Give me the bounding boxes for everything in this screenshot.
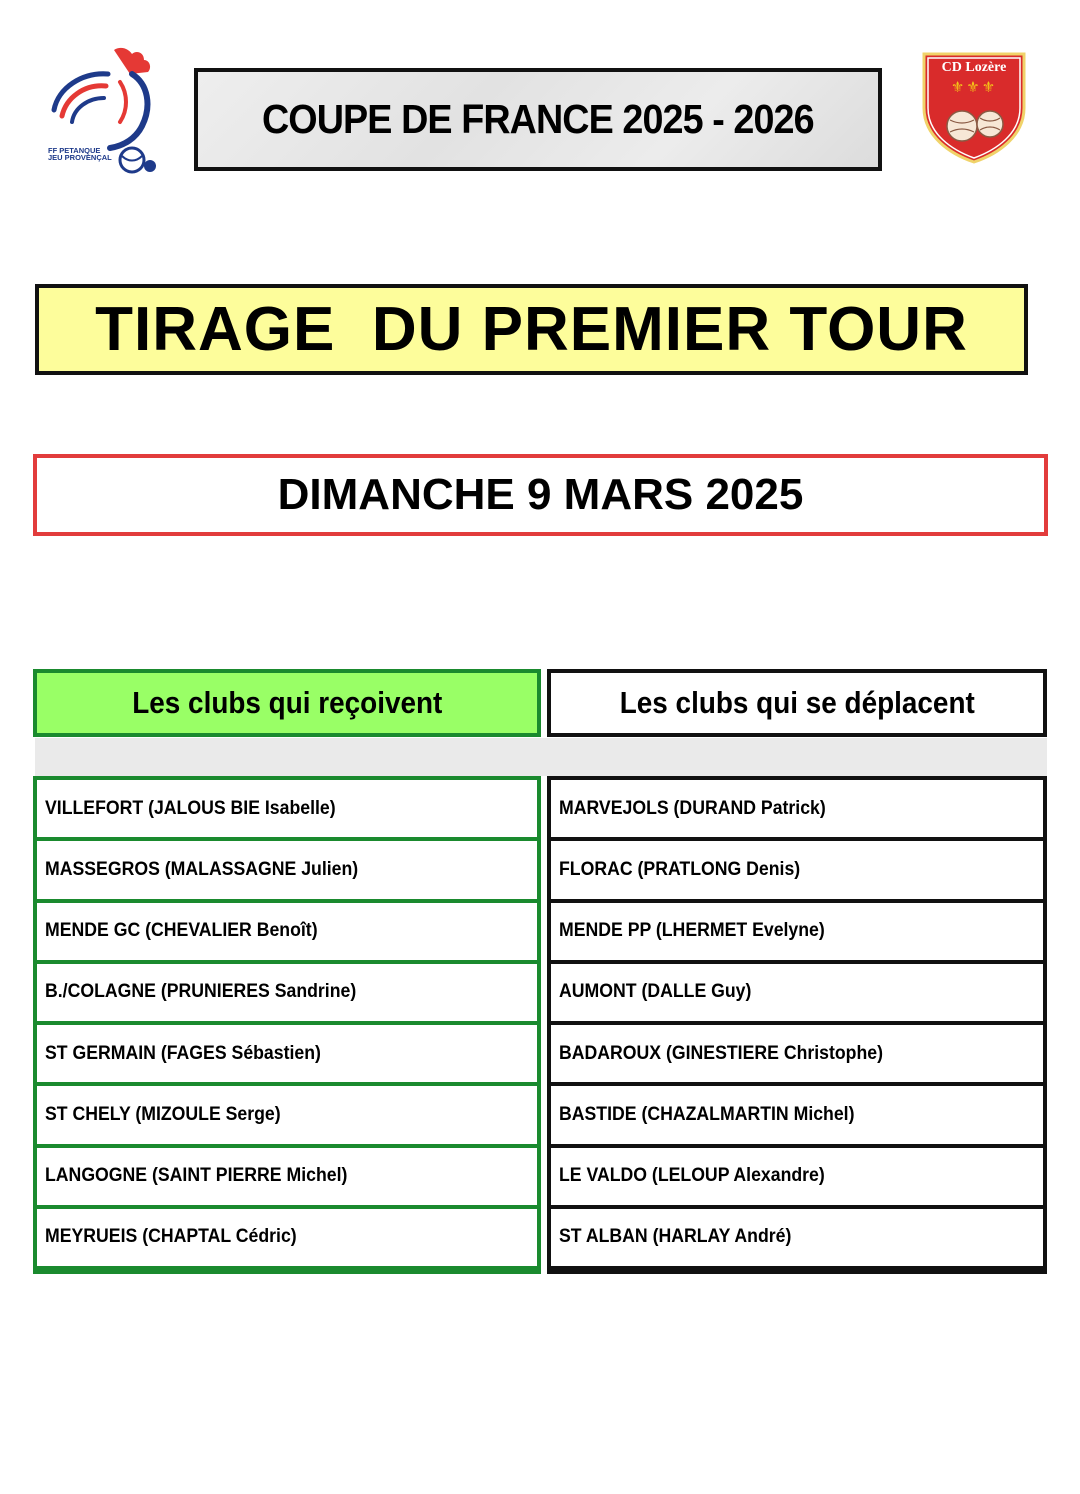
ff-petanque-logo [44, 44, 164, 176]
list-item [551, 1025, 1043, 1086]
home-club: MENDE GC (CHEVALIER Benoît) [45, 920, 318, 942]
list-item [551, 780, 1043, 841]
list-item [37, 1086, 537, 1147]
competition-title: COUPE DE FRANCE 2025 - 2026 [262, 96, 814, 142]
list-item [37, 903, 537, 964]
list-item [551, 841, 1043, 902]
ff-logo-line1: FF PETANQUE [48, 146, 101, 155]
home-club: ST GERMAIN (FAGES Sébastien) [45, 1042, 321, 1064]
list-item [37, 964, 537, 1025]
away-club: BADAROUX (GINESTIERE Christophe) [559, 1042, 883, 1064]
draw-date: DIMANCHE 9 MARS 2025 [277, 470, 804, 519]
home-column-header [33, 669, 541, 737]
home-club: B./COLAGNE (PRUNIERES Sandrine) [45, 981, 357, 1003]
round-title: TIRAGE DU PREMIER TOUR [95, 295, 968, 364]
header-spacer [35, 738, 1047, 776]
away-club: BASTIDE (CHAZALMARTIN Michel) [559, 1103, 855, 1125]
list-item [37, 1025, 537, 1086]
cd-lozere-logo [920, 50, 1028, 164]
away-column-label: Les clubs qui se déplacent [619, 685, 975, 720]
list-item [37, 780, 537, 841]
away-clubs-list [547, 776, 1047, 1274]
round-title-box [35, 284, 1028, 375]
date-box [33, 454, 1048, 536]
home-club: MEYRUEIS (CHAPTAL Cédric) [45, 1226, 297, 1248]
list-item [37, 1209, 537, 1270]
list-item [37, 841, 537, 902]
away-club: AUMONT (DALLE Guy) [559, 981, 752, 1003]
list-item [37, 1148, 537, 1209]
home-club: ST CHELY (MIZOULE Serge) [45, 1103, 281, 1125]
away-club: MARVEJOLS (DURAND Patrick) [559, 797, 826, 819]
list-item [551, 1209, 1043, 1270]
fleur-de-lis-icon: ⚜⚜⚜ [950, 78, 998, 96]
list-item [551, 1086, 1043, 1147]
home-column-label: Les clubs qui reçoivent [131, 685, 443, 720]
home-club: MASSEGROS (MALASSAGNE Julien) [45, 858, 359, 880]
home-club: LANGOGNE (SAINT PIERRE Michel) [45, 1165, 348, 1187]
away-club: MENDE PP (LHERMET Evelyne) [559, 920, 825, 942]
competition-title-box [194, 68, 882, 171]
list-item [551, 1148, 1043, 1209]
list-item [551, 964, 1043, 1025]
home-clubs-list [33, 776, 541, 1274]
home-club: VILLEFORT (JALOUS BIE Isabelle) [45, 797, 336, 819]
away-club: FLORAC (PRATLONG Denis) [559, 858, 801, 880]
ff-logo-line2: JEU PROVENÇAL [48, 153, 112, 162]
away-column-header [547, 669, 1047, 737]
list-item [551, 903, 1043, 964]
away-club: ST ALBAN (HARLAY André) [559, 1226, 792, 1248]
cd-lozere-label: CD Lozère [941, 60, 1007, 75]
away-club: LE VALDO (LELOUP Alexandre) [559, 1165, 825, 1187]
